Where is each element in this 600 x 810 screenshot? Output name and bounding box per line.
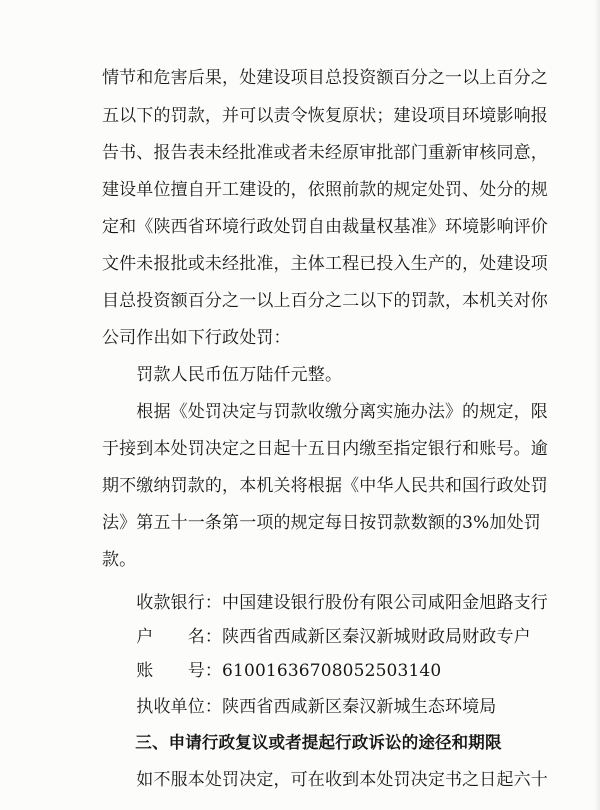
text-line: 于接到本处罚决定之日起十五日内缴至指定银行和账号。逾: [102, 439, 548, 459]
section-heading: 三、申请行政复议或者提起行政诉讼的途径和期限: [102, 733, 502, 752]
text-line: 如不服本处罚决定，可在收到本处罚决定书之日起六十: [102, 770, 548, 790]
text-line: 执收单位：陕西省西咸新区秦汉新城生态环境局: [102, 697, 497, 717]
text-line: 户 名：陕西省西咸新区秦汉新城财政局财政专户: [102, 627, 531, 647]
text-line: 法》第五十一条第一项的规定每日按罚款数额的3%加处罚: [102, 513, 541, 533]
text-line: 告书、报告表未经批准或者未经原审批部门重新审核同意，: [102, 143, 548, 163]
page-edge-shadow: [594, 0, 600, 810]
text-line: 罚款人民币伍万陆仟元整。: [102, 365, 343, 385]
text-line: 收款银行：中国建设银行股份有限公司咸阳金旭路支行: [102, 593, 548, 613]
text-line: 定和《陕西省环境行政处罚自由裁量权基准》环境影响评价: [102, 217, 548, 237]
text-line: 文件未报批或未经批准，主体工程已投入生产的，处建设项: [102, 254, 548, 274]
text-line: 公司作出如下行政处罚：: [102, 328, 291, 348]
text-line: 建设单位擅自开工建设的，依照前款的规定处罚、处分的规: [102, 180, 548, 200]
text-line: 目总投资额百分之一以上百分之二以下的罚款，本机关对你: [102, 291, 548, 311]
text-line: 根据《处罚决定与罚款收缴分离实施办法》的规定，限: [102, 402, 548, 422]
text-line: 账 号：61001636708052503140: [102, 661, 442, 681]
text-line: 期不缴纳罚款的，本机关将根据《中华人民共和国行政处罚: [102, 476, 548, 496]
text-line: 情节和危害后果，处建设项目总投资额百分之一以上百分之: [102, 68, 548, 88]
text-line: 款。: [102, 550, 137, 570]
text-line: 五以下的罚款，并可以责令恢复原状；建设项目环境影响报: [102, 106, 548, 126]
